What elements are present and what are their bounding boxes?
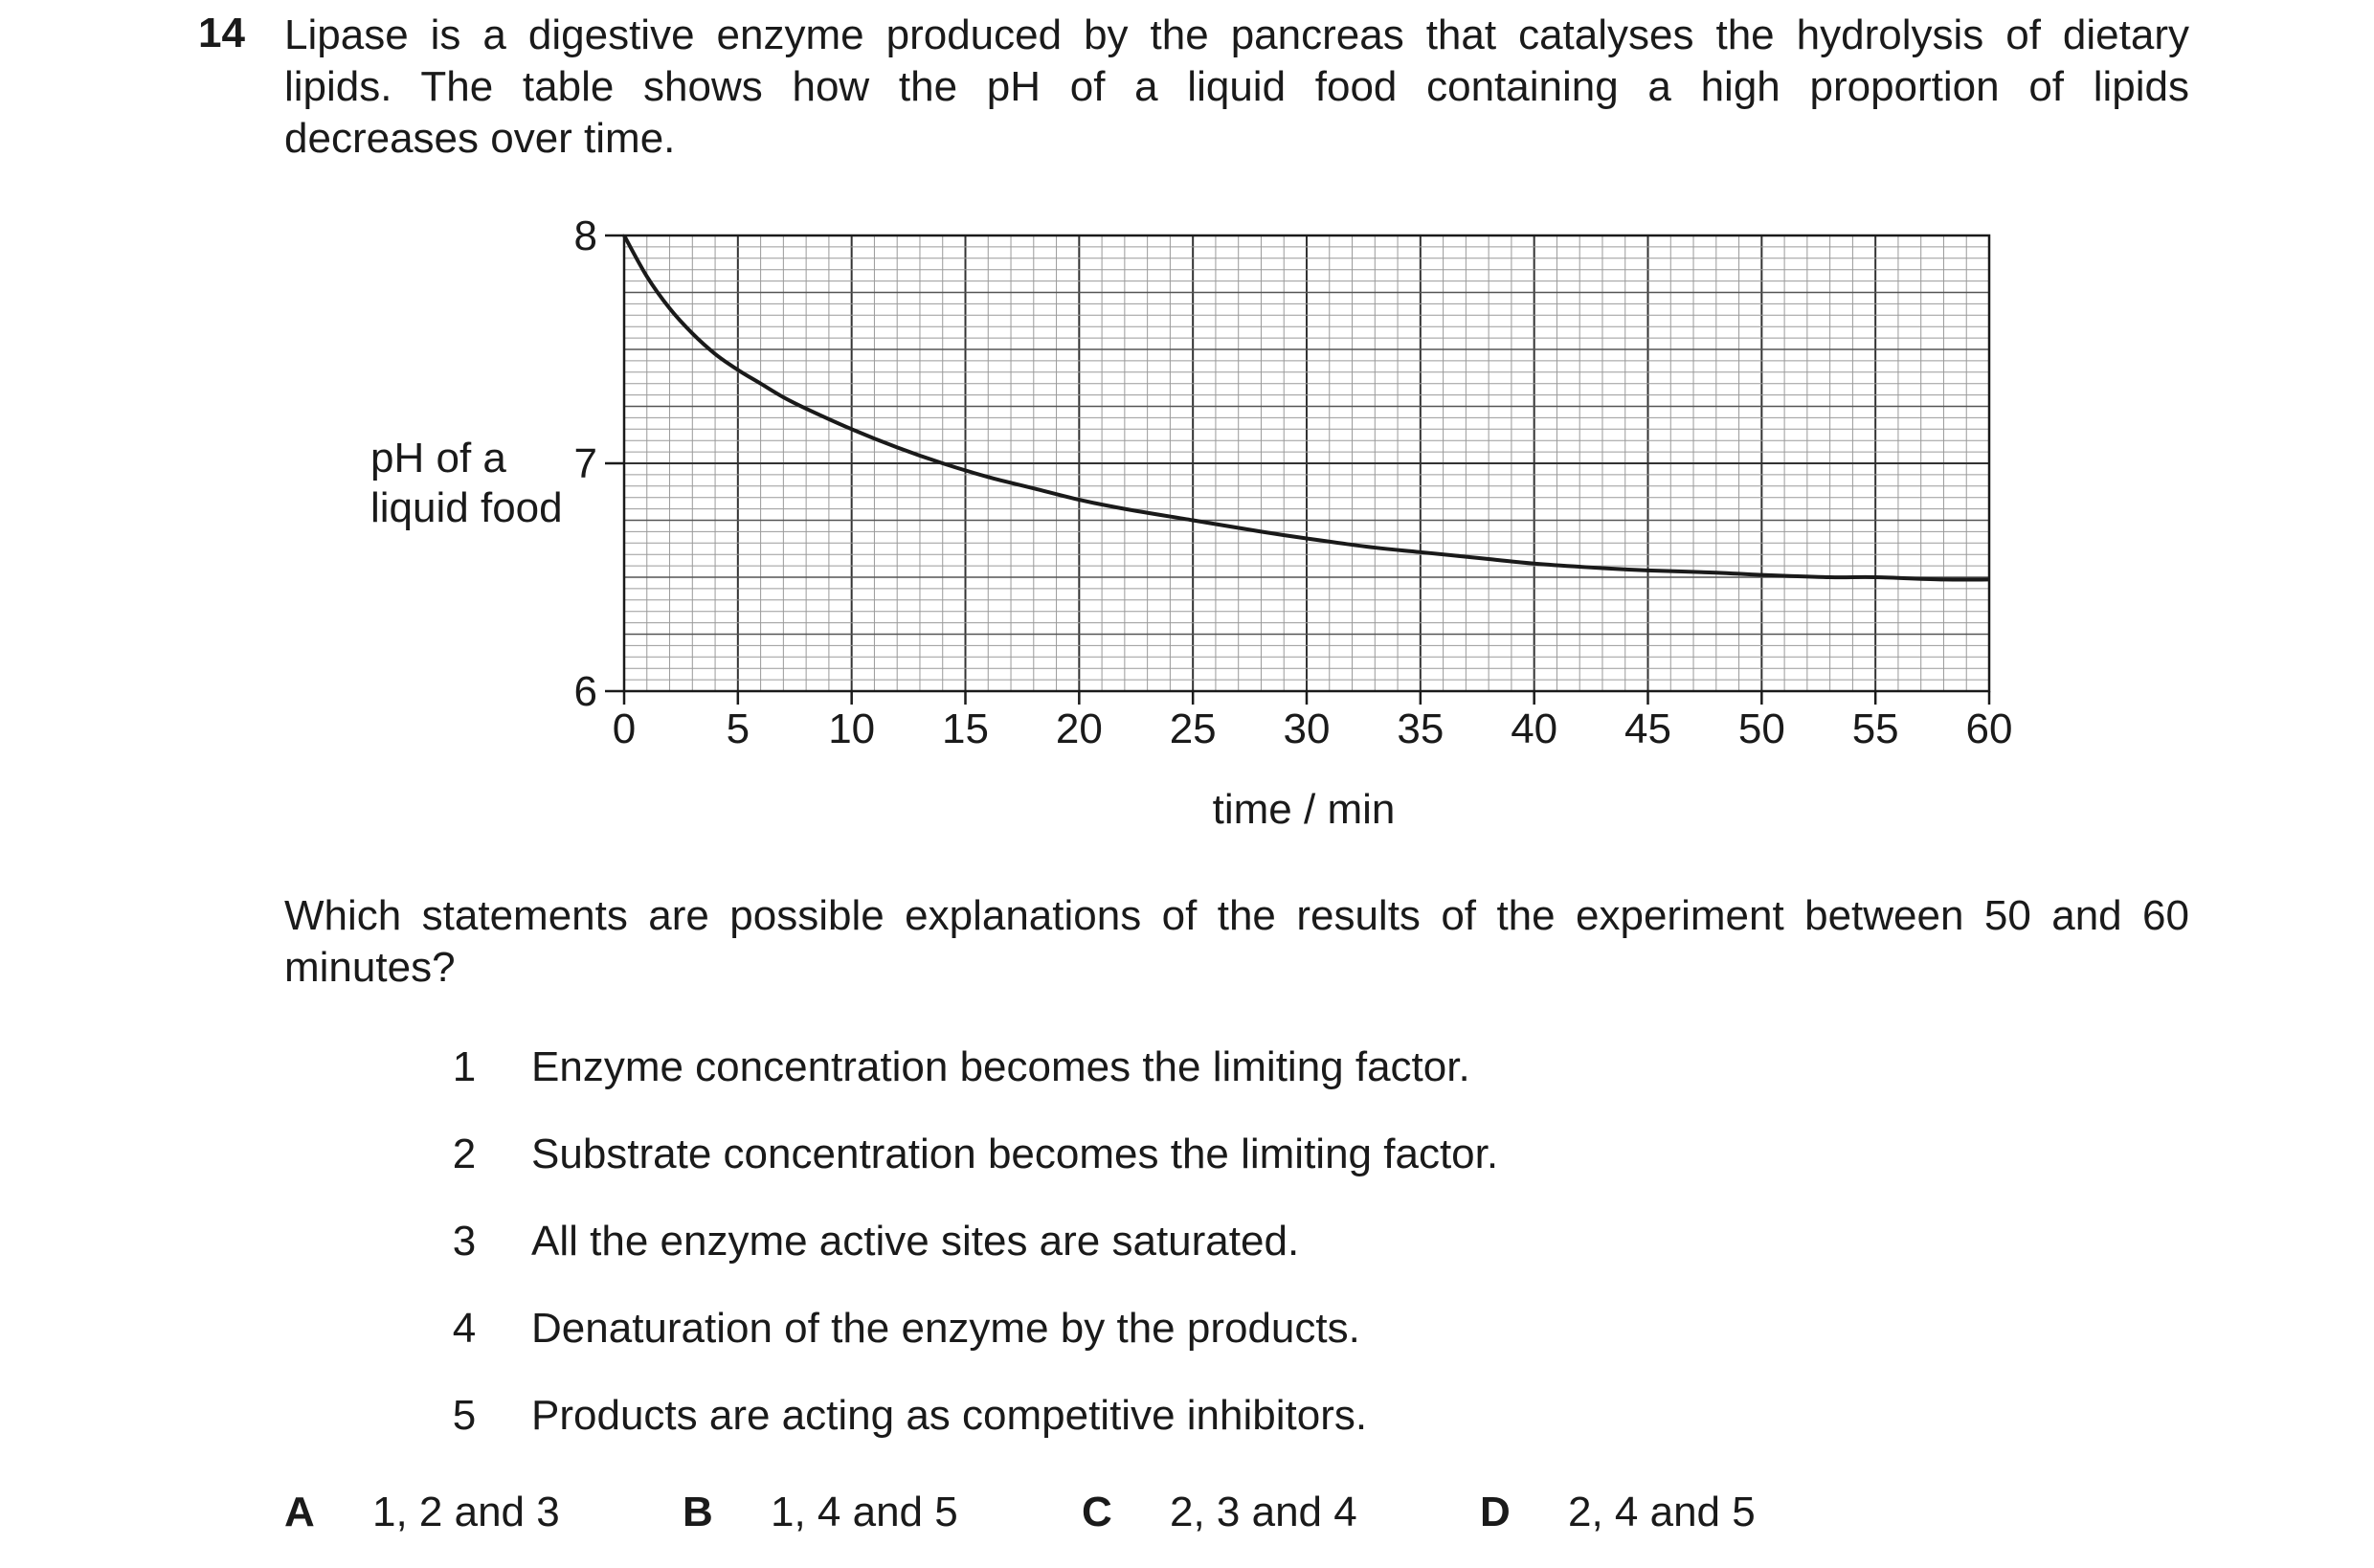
statement-number: 3 (452, 1218, 477, 1265)
x-tick-label: 30 (1283, 706, 1331, 752)
option-text: 1, 2 and 3 (372, 1489, 560, 1535)
question-prompt (284, 890, 2189, 994)
option-text: 2, 3 and 4 (1170, 1489, 1357, 1535)
x-tick-label: 15 (942, 706, 989, 752)
option-letter: D (1480, 1489, 1511, 1535)
x-tick-label: 0 (612, 706, 637, 752)
statement-number: 5 (452, 1392, 477, 1439)
stem-line: decreases over time. (284, 115, 676, 162)
x-tick-label: 55 (1851, 706, 1899, 752)
statement-number: 4 (452, 1305, 477, 1352)
option-letter: A (284, 1489, 315, 1535)
option-text: 2, 4 and 5 (1568, 1489, 1756, 1535)
x-tick-label: 5 (726, 706, 750, 752)
x-tick-label: 25 (1169, 706, 1217, 752)
statement-number: 2 (452, 1131, 477, 1177)
y-axis-label-line-1: pH of a (370, 435, 506, 482)
chart-grid (624, 235, 1989, 691)
y-axis-label-line-2: liquid food (370, 484, 563, 531)
option-c[interactable] (1082, 1489, 1357, 1536)
x-tick-label: 10 (828, 706, 876, 752)
prompt-line: Which statements are possible explanations of the results of the experiment between 50 and 60 (284, 892, 2189, 939)
x-tick-label: 40 (1511, 706, 1558, 752)
statement-number: 1 (452, 1043, 477, 1090)
option-d[interactable] (1480, 1489, 1756, 1536)
option-text: 1, 4 and 5 (771, 1489, 958, 1535)
statement-text: Products are acting as competitive inhibitors. (531, 1392, 1368, 1439)
x-tick-label: 20 (1055, 706, 1103, 752)
y-tick-label: 8 (573, 213, 597, 259)
stem-line: lipids. The table shows how the pH of a liquid food containing a high proportion of lipids (284, 63, 2189, 110)
x-tick-label: 60 (1965, 706, 2013, 752)
option-b[interactable] (683, 1489, 958, 1536)
y-tick-label: 6 (573, 668, 597, 715)
option-letter: B (683, 1489, 713, 1535)
statement-text: Substrate concentration becomes the limiting factor. (531, 1131, 1499, 1177)
x-axis-label: time / min (1212, 786, 1396, 833)
question-number: 14 (198, 10, 245, 56)
x-tick-label: 45 (1624, 706, 1671, 752)
x-tick-label: 35 (1397, 706, 1445, 752)
prompt-line: minutes? (284, 944, 456, 991)
option-letter: C (1082, 1489, 1112, 1535)
stem-line: Lipase is a digestive enzyme produced by the pancreas that catalyses the hydrolysis of dietary (284, 11, 2189, 58)
chart-ticks (574, 213, 2013, 752)
x-tick-label: 50 (1737, 706, 1785, 752)
statement-text: Enzyme concentration becomes the limiting factor. (531, 1043, 1470, 1090)
statement-text: Denaturation of the enzyme by the products. (531, 1305, 1360, 1352)
y-tick-label: 7 (573, 440, 597, 487)
statement-text: All the enzyme active sites are saturated. (531, 1218, 1300, 1265)
option-a[interactable] (284, 1489, 560, 1536)
